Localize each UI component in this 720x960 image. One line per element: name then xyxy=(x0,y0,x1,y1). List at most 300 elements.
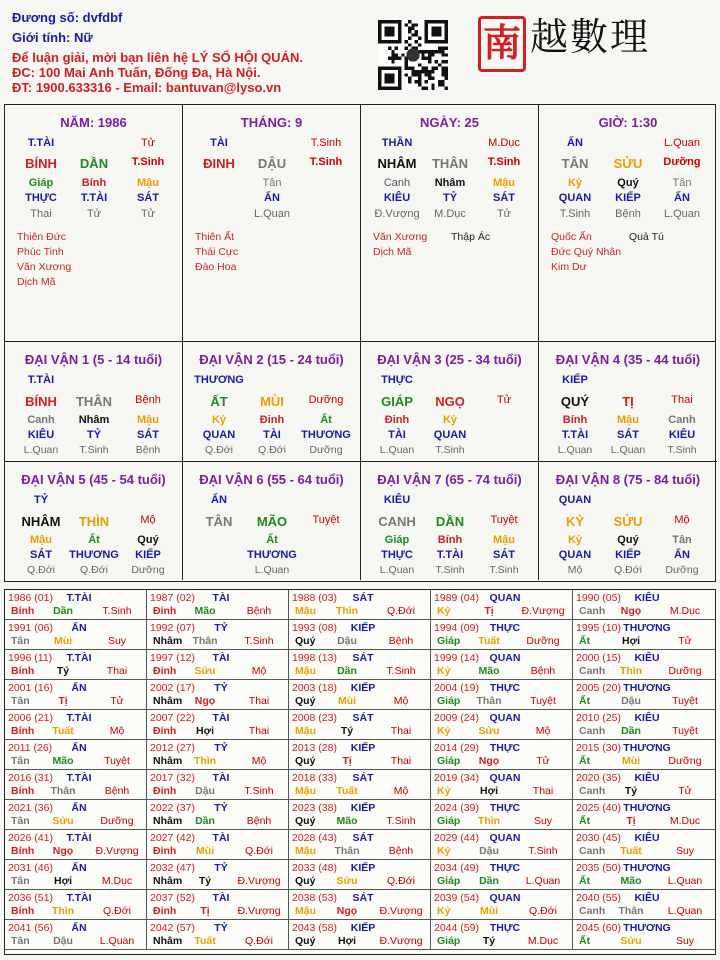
hidden-stem: Kỷ xyxy=(211,414,227,426)
year-label: 2043 (58) xyxy=(292,922,337,934)
year-phase: M.Dục xyxy=(669,605,701,617)
year-cell xyxy=(289,740,431,770)
dai-van-6 xyxy=(183,461,361,580)
hidden-phase: Q.Đới xyxy=(27,564,55,576)
year-god: TỶ xyxy=(214,742,228,754)
pillar-cell: Tử xyxy=(496,208,512,220)
year-branch: Sửu xyxy=(52,815,74,827)
brand-title: 越數理 xyxy=(530,15,651,59)
year-cell xyxy=(147,650,289,680)
year-branch: Ngọ xyxy=(478,755,500,767)
hidden-god: TÀI xyxy=(388,429,406,441)
year-branch: Sửu xyxy=(620,935,642,947)
year-label: 2005 (20) xyxy=(576,682,621,694)
year-stem: Kỷ xyxy=(437,605,451,617)
ten-god: T.TÀI xyxy=(27,374,55,386)
year-god: SÁT xyxy=(352,892,374,904)
earthly-branch: NGỌ xyxy=(435,394,465,409)
year-god: QUAN xyxy=(489,892,521,904)
year-cell xyxy=(573,710,715,740)
year-phase: Đ.Vượng xyxy=(379,905,423,917)
hidden-god: KIẾP xyxy=(135,549,161,561)
hidden-stem: Mậu xyxy=(30,534,52,546)
dai-van-title: ĐẠI VẬN 4 (35 - 44 tuổi) xyxy=(555,352,701,367)
hidden-phase: L.Quan xyxy=(379,444,415,456)
year-phase: T.Sinh xyxy=(102,605,132,617)
year-cell xyxy=(431,830,573,860)
pillar-cell: Quý xyxy=(617,177,639,189)
heavenly-stem: KỶ xyxy=(565,514,585,529)
year-god: ẤN xyxy=(71,742,87,754)
year-god: T.TÀI xyxy=(66,892,92,904)
year-god: QUAN xyxy=(489,712,521,724)
year-branch: Mão xyxy=(194,605,216,617)
year-god: THƯƠNG xyxy=(623,742,671,754)
year-stem: Tân xyxy=(11,935,30,947)
year-cell xyxy=(289,800,431,830)
year-branch: Tuất xyxy=(194,935,216,947)
year-branch: Thìn xyxy=(51,905,75,917)
hidden-god: ẤN xyxy=(674,549,690,561)
year-stem: Quý xyxy=(295,815,316,827)
year-branch: Mão xyxy=(620,875,642,887)
year-god: SÁT xyxy=(352,832,374,844)
dai-van-4 xyxy=(539,342,717,461)
year-phase: Q.Đới xyxy=(245,845,273,857)
heavenly-stem: TÂN xyxy=(205,514,233,529)
year-cell xyxy=(147,680,289,710)
pillar-title: THÁNG: 9 xyxy=(240,115,303,130)
year-stem: Mậu xyxy=(295,785,316,797)
pillar-cell: ĐINH xyxy=(203,156,235,171)
year-label: 2010 (25) xyxy=(576,712,621,724)
hidden-phase: Bệnh xyxy=(135,444,161,456)
hidden-phase: Dưỡng xyxy=(131,564,165,576)
hidden-stem: Quý xyxy=(617,534,639,546)
star-label: Văn Xương xyxy=(373,231,428,243)
year-phase: Q.Đới xyxy=(387,605,415,617)
pillar-cell: L.Quan xyxy=(663,208,701,220)
year-god: KIÊU xyxy=(634,772,660,784)
year-cell xyxy=(147,620,289,650)
hidden-stem: Ất xyxy=(266,534,278,546)
year-label: 1990 (05) xyxy=(576,592,621,604)
pillar-cell: ẤN xyxy=(674,192,690,204)
year-cell xyxy=(431,860,573,890)
year-god: TÀI xyxy=(212,712,230,724)
year-stem: Canh xyxy=(579,785,606,797)
pillar-cell: L.Quan xyxy=(663,137,701,149)
year-god: ẤN xyxy=(71,802,87,814)
pillar-cell: DẦN xyxy=(79,156,109,171)
year-phase: Đ.Vượng xyxy=(521,605,565,617)
year-stem: Giáp xyxy=(437,935,461,947)
year-stem: Nhâm xyxy=(153,755,183,767)
year-label: 2009 (24) xyxy=(434,712,479,724)
year-label: 1996 (11) xyxy=(8,652,53,664)
year-stem: Quý xyxy=(295,935,316,947)
year-stem: Bính xyxy=(11,665,35,677)
pillar-cell: SÁT xyxy=(137,192,159,204)
year-phase: Bệnh xyxy=(246,605,272,617)
year-phase: Q.Đới xyxy=(529,905,557,917)
pillar-cell: KIẾP xyxy=(615,192,641,204)
star-label: Thiên Đức xyxy=(17,231,67,243)
star-label: Quả Tú xyxy=(629,231,664,243)
hidden-god: SÁT xyxy=(137,429,159,441)
year-branch: Dần xyxy=(337,665,357,677)
year-cell xyxy=(289,710,431,740)
year-god: KIÊU xyxy=(634,712,660,724)
year-label: 1995 (10) xyxy=(576,622,621,634)
year-god: THƯƠNG xyxy=(623,802,671,814)
year-phase: Tử xyxy=(536,755,550,767)
year-label: 2041 (56) xyxy=(8,922,53,934)
year-label: 2001 (16) xyxy=(8,682,53,694)
year-god: TỶ xyxy=(214,622,228,634)
year-label: 2027 (42) xyxy=(150,832,195,844)
pillar-title: GIỜ: 1:30 xyxy=(598,115,658,130)
pillar-cell: T.Sinh xyxy=(310,137,342,149)
pillar-3 xyxy=(361,105,539,341)
year-god: THƯƠNG xyxy=(623,682,671,694)
year-branch: Thân xyxy=(618,905,644,917)
year-phase: Mộ xyxy=(109,725,125,737)
year-stem: Kỷ xyxy=(437,845,451,857)
year-label: 2018 (33) xyxy=(292,772,337,784)
earthly-branch: DẦN xyxy=(435,514,465,529)
life-phase: Dưỡng xyxy=(308,394,344,406)
life-phase: Tử xyxy=(496,394,512,406)
year-branch: Ngọ xyxy=(336,905,358,917)
year-stem: Canh xyxy=(579,725,606,737)
year-label: 2019 (34) xyxy=(434,772,479,784)
year-god: SÁT xyxy=(352,772,374,784)
year-label: 1988 (03) xyxy=(292,592,337,604)
year-god: TÀI xyxy=(212,652,230,664)
year-god: KIÊU xyxy=(634,892,660,904)
year-label: 1999 (14) xyxy=(434,652,479,664)
year-cell xyxy=(289,680,431,710)
year-stem: Quý xyxy=(295,695,316,707)
gender: Giới tính: Nữ xyxy=(12,30,93,45)
year-phase: Thai xyxy=(532,785,554,797)
year-label: 2030 (45) xyxy=(576,832,621,844)
year-branch: Mùi xyxy=(337,695,357,707)
pillar-cell: Giáp xyxy=(28,177,54,189)
year-cell xyxy=(573,860,715,890)
heavenly-stem: GIÁP xyxy=(381,394,413,409)
year-label: 2000 (15) xyxy=(576,652,621,664)
year-stem: Giáp xyxy=(437,755,461,767)
year-cell xyxy=(289,860,431,890)
pillar-cell: Tử xyxy=(86,208,102,220)
year-cell xyxy=(5,680,147,710)
year-branch: Tị xyxy=(484,605,494,617)
year-phase: L.Quan xyxy=(525,875,561,887)
pillar-cell: Mậu xyxy=(493,177,515,189)
year-label: 2007 (22) xyxy=(150,712,195,724)
year-phase: Dưỡng xyxy=(668,665,702,677)
year-god: T.TÀI xyxy=(66,832,92,844)
year-branch: Tý xyxy=(340,725,354,737)
hidden-stem: Mậu xyxy=(617,414,639,426)
year-cell xyxy=(289,890,431,920)
year-stem: Ất xyxy=(579,935,591,947)
heavenly-stem: NHÂM xyxy=(21,514,61,529)
year-stem: Giáp xyxy=(437,695,461,707)
earthly-branch: TỊ xyxy=(622,394,634,409)
year-stem: Đinh xyxy=(153,905,177,917)
year-god: SÁT xyxy=(352,652,374,664)
year-phase: T.Sinh xyxy=(386,815,416,827)
hidden-god: SÁT xyxy=(493,549,515,561)
year-stem: Bính xyxy=(11,785,35,797)
ten-god: ẤN xyxy=(211,494,227,506)
hidden-stem: Nhâm xyxy=(78,414,110,426)
year-label: 2038 (53) xyxy=(292,892,337,904)
year-label: 2037 (52) xyxy=(150,892,195,904)
year-cell xyxy=(147,710,289,740)
pillar-cell: Tân xyxy=(262,177,282,189)
pillar-cell: T.TÀI xyxy=(27,137,55,149)
year-stem: Đinh xyxy=(153,665,177,677)
hidden-phase: L.Quan xyxy=(379,564,415,576)
year-label: 2025 (40) xyxy=(576,802,621,814)
year-god: TÀI xyxy=(212,892,230,904)
year-phase: T.Sinh xyxy=(386,665,416,677)
year-stem: Canh xyxy=(579,665,606,677)
year-stem: Ất xyxy=(579,695,591,707)
year-god: KIẾP xyxy=(350,862,376,874)
hidden-god: TÀI xyxy=(263,429,281,441)
year-cell xyxy=(147,920,289,950)
year-cell xyxy=(431,920,573,950)
star-label: Thiên Ất xyxy=(195,231,235,243)
year-cell xyxy=(573,650,715,680)
year-god: KIÊU xyxy=(634,652,660,664)
pillar-cell: SÁT xyxy=(493,192,515,204)
pillar-cell: THẦN xyxy=(381,137,413,149)
pillar-cell: Kỷ xyxy=(567,177,583,189)
hidden-god: KIÊU xyxy=(668,429,696,441)
pillar-1 xyxy=(5,105,183,341)
year-cell xyxy=(289,920,431,950)
pillar-cell: T.Sinh xyxy=(487,156,521,168)
year-god: TÀI xyxy=(212,592,230,604)
year-phase: Bệnh xyxy=(530,665,556,677)
year-branch: Mão xyxy=(52,755,74,767)
hidden-god: SÁT xyxy=(30,549,52,561)
heavenly-stem: CANH xyxy=(378,514,416,529)
year-label: 2020 (35) xyxy=(576,772,621,784)
year-label: 2013 (28) xyxy=(292,742,337,754)
year-cell xyxy=(147,800,289,830)
year-cell xyxy=(573,800,715,830)
year-label: 2002 (17) xyxy=(150,682,195,694)
hidden-phase: Q.Đới xyxy=(258,444,286,456)
dai-van-title: ĐẠI VẬN 1 (5 - 14 tuổi) xyxy=(24,352,163,367)
year-god: ẤN xyxy=(71,862,87,874)
year-stem: Tân xyxy=(11,815,30,827)
year-cell xyxy=(431,770,573,800)
year-stem: Tân xyxy=(11,755,30,767)
year-label: 2035 (50) xyxy=(576,862,621,874)
year-cell xyxy=(573,890,715,920)
heavenly-stem: ẤT xyxy=(210,394,228,409)
year-phase: Tuyệt xyxy=(672,725,698,737)
heavenly-stem: QUÝ xyxy=(560,394,590,409)
life-phase: Mộ xyxy=(140,514,156,526)
year-god: QUAN xyxy=(489,652,521,664)
year-stem: Đinh xyxy=(153,605,177,617)
ten-god: KIÊU xyxy=(383,494,411,506)
qr-code-icon xyxy=(378,20,448,90)
star-label: Thập Ác xyxy=(451,231,491,243)
year-phase: Q.Đới xyxy=(245,935,273,947)
year-phase: Tử xyxy=(678,635,692,647)
dai-van-grid xyxy=(4,342,716,582)
year-stem: Đinh xyxy=(153,785,177,797)
pillar-4 xyxy=(539,105,717,341)
hidden-phase: Dưỡng xyxy=(309,444,343,456)
year-stem: Ất xyxy=(579,635,591,647)
pillar-cell: TỶ xyxy=(442,192,458,204)
year-branch: Thìn xyxy=(619,665,643,677)
pillar-cell: Canh xyxy=(383,177,411,189)
pillar-cell: T.Sinh xyxy=(309,156,343,168)
ten-god: TỶ xyxy=(33,494,49,506)
life-phase: Mộ xyxy=(674,514,690,526)
hidden-god: QUAN xyxy=(558,549,592,561)
year-branch: Tuất xyxy=(478,635,500,647)
year-stem: Mậu xyxy=(295,665,316,677)
pillar-cell: Nhâm xyxy=(434,177,466,189)
year-label: 2031 (46) xyxy=(8,862,53,874)
year-god: THỰC xyxy=(489,802,521,814)
year-branch: Dậu xyxy=(53,935,73,947)
dai-van-title: ĐẠI VẬN 3 (25 - 34 tuổi) xyxy=(377,352,522,367)
year-branch: Hợi xyxy=(54,875,72,887)
year-phase: T.Sinh xyxy=(244,635,274,647)
year-label: 1994 (09) xyxy=(434,622,479,634)
year-phase: Thai xyxy=(390,725,412,737)
year-stem: Mậu xyxy=(295,905,316,917)
year-phase: Thai xyxy=(106,665,128,677)
pillar-cell: THÂN xyxy=(431,156,469,171)
year-label: 2006 (21) xyxy=(8,712,53,724)
hidden-stem: Tân xyxy=(672,534,692,546)
year-branch: Dần xyxy=(621,725,641,737)
year-branch: Thân xyxy=(476,695,502,707)
year-label: 2016 (31) xyxy=(8,772,53,784)
year-phase: L.Quan xyxy=(99,935,135,947)
seal-stamp: 南 xyxy=(478,16,526,72)
year-label: 2033 (48) xyxy=(292,862,337,874)
year-stem: Nhâm xyxy=(153,635,183,647)
year-branch: Mùi xyxy=(195,845,215,857)
year-branch: Mùi xyxy=(621,755,641,767)
hidden-god: THỰC xyxy=(381,549,413,561)
year-phase: Tử xyxy=(110,695,124,707)
year-branch: Tị xyxy=(58,695,68,707)
year-branch: Dậu xyxy=(621,695,641,707)
year-phase: Đ.Vượng xyxy=(95,845,139,857)
year-label: 2045 (60) xyxy=(576,922,621,934)
year-cell xyxy=(289,620,431,650)
year-cell xyxy=(431,740,573,770)
year-god: TÀI xyxy=(212,772,230,784)
year-label: 2039 (54) xyxy=(434,892,479,904)
pillar-cell: T.Sinh xyxy=(559,208,591,220)
pillar-cell: M.Dục xyxy=(434,208,466,220)
year-branch: Dần xyxy=(53,605,73,617)
hidden-god: THƯƠNG xyxy=(247,549,297,561)
year-stem: Mậu xyxy=(295,725,316,737)
year-stem: Nhâm xyxy=(153,815,183,827)
year-god: TỶ xyxy=(214,682,228,694)
year-stem: Mậu xyxy=(295,605,316,617)
year-phase: Suy xyxy=(675,845,695,857)
pillar-cell: DẬU xyxy=(257,156,287,171)
ten-god: THỰC xyxy=(381,374,413,386)
year-cell xyxy=(431,800,573,830)
year-branch: Mùi xyxy=(53,635,73,647)
hidden-god: T.TÀI xyxy=(436,549,464,561)
year-branch: Tý xyxy=(198,875,212,887)
year-label: 2036 (51) xyxy=(8,892,53,904)
year-god: T.TÀI xyxy=(66,772,92,784)
year-phase: Bệnh xyxy=(388,635,414,647)
pillar-title: NGÀY: 25 xyxy=(420,115,479,130)
year-label: 2017 (32) xyxy=(150,772,195,784)
year-branch: Sửu xyxy=(194,665,216,677)
year-god: THỰC xyxy=(489,862,521,874)
pillar-title: NĂM: 1986 xyxy=(60,115,127,130)
year-cell xyxy=(5,770,147,800)
hidden-stem: Bính xyxy=(437,534,463,546)
pillar-cell: QUAN xyxy=(558,192,592,204)
year-stem: Bính xyxy=(11,905,35,917)
year-phase: Bệnh xyxy=(246,815,272,827)
year-phase: Tuyệt xyxy=(530,695,556,707)
hidden-god: THƯƠNG xyxy=(69,549,119,561)
year-stem: Đinh xyxy=(153,845,177,857)
hidden-phase: T.Sinh xyxy=(435,444,465,456)
year-branch: Tý xyxy=(56,665,70,677)
year-god: TỶ xyxy=(214,922,228,934)
earthly-branch: MÃO xyxy=(256,514,288,529)
hidden-stem: Quý xyxy=(137,534,159,546)
year-phase: Suy xyxy=(533,815,553,827)
year-stem: Canh xyxy=(579,905,606,917)
year-label: 2026 (41) xyxy=(8,832,53,844)
year-label: 1998 (13) xyxy=(292,652,337,664)
year-branch: Hợi xyxy=(338,935,356,947)
hidden-god: KIÊU xyxy=(27,429,55,441)
year-branch: Dậu xyxy=(195,785,215,797)
dai-van-8 xyxy=(539,461,717,580)
year-god: KIÊU xyxy=(634,832,660,844)
dai-van-title: ĐẠI VẬN 5 (45 - 54 tuổi) xyxy=(21,472,166,487)
year-branch: Thìn xyxy=(477,815,501,827)
year-label: 1997 (12) xyxy=(150,652,195,664)
hidden-god: TỶ xyxy=(86,429,102,441)
year-stem: Tân xyxy=(11,695,30,707)
year-phase: Suy xyxy=(107,635,127,647)
earthly-branch: SỬU xyxy=(613,514,643,529)
year-phase: Q.Đới xyxy=(387,875,415,887)
